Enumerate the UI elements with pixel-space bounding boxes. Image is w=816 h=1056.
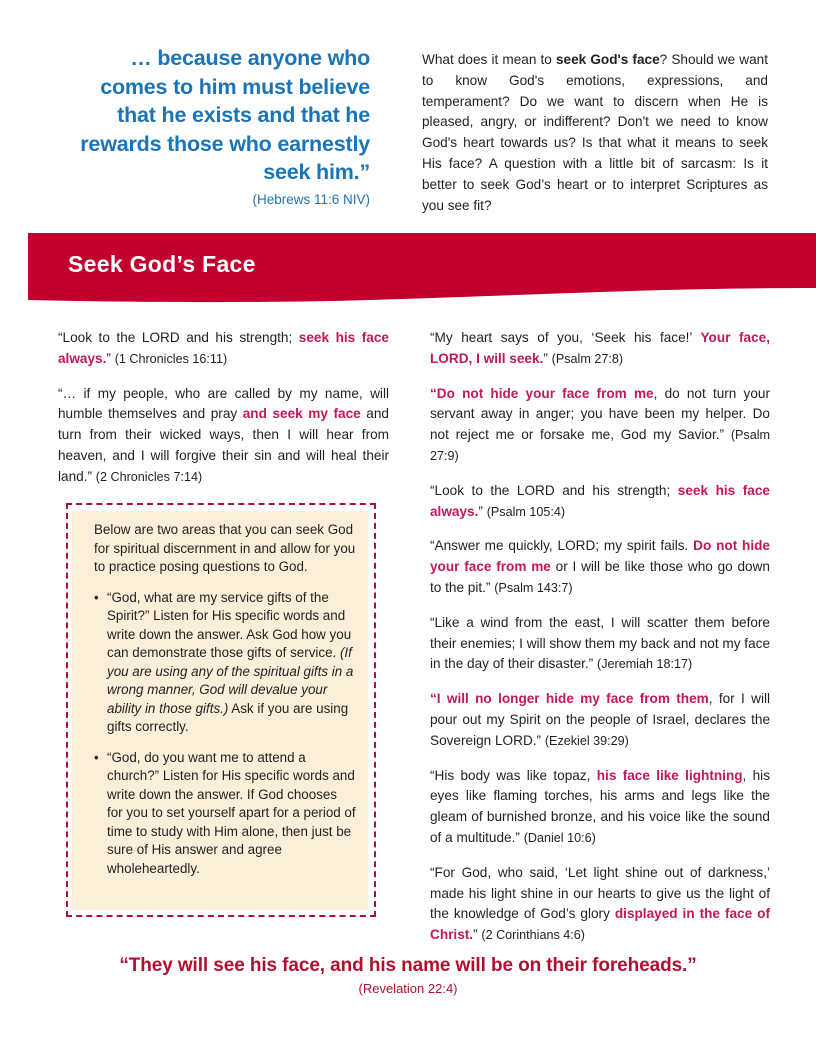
bullet-marker-icon: • xyxy=(94,749,99,765)
callout-bullet-item xyxy=(94,589,356,737)
text-run: (2 Chronicles 7:14) xyxy=(95,469,203,484)
intro-paragraph xyxy=(422,50,768,216)
verse-block xyxy=(430,766,770,849)
text-run: , for I will pour out my Spirit on the people of Israel, declares the Sovereign LORD.” xyxy=(430,691,771,748)
text-run: “Look to the LORD and his strength; xyxy=(58,330,299,345)
text-run: and seek my face xyxy=(242,406,361,422)
right-column xyxy=(430,328,770,946)
text-run: “ xyxy=(430,385,437,401)
verse-block xyxy=(430,328,770,370)
text-run: (Psalm 27:9) xyxy=(430,428,770,463)
text-run: displayed in the face of Christ. xyxy=(430,906,770,943)
verse-block xyxy=(58,328,389,370)
callout-box xyxy=(66,503,376,917)
footer-quote: “They will see his face, and his name will be on their foreheads.” xyxy=(119,955,697,976)
footer xyxy=(0,955,816,996)
hero-citation: (Hebrews 11:6 NIV) xyxy=(252,192,370,207)
verse-block xyxy=(430,481,770,523)
intro-bold-phrase: seek God's face xyxy=(555,52,660,67)
text-run: “Answer me quickly, LORD; my spirit fails. xyxy=(430,538,694,554)
intro-rest-text: ? Should we want to know God's emotions, expressions, and temperament? Do we want to discern when He is pleased, angry, or indifferent? Don't we need to know God's heart towards us? Is that what it means to seek His face? A question with a little bit of sarcasm: Is it better to seek God’s heart or to interpret Scriptures as you see fit? xyxy=(422,52,768,213)
callout-intro-text: Below are two areas that you can seek God for spiritual discernment in and allow for you to practice posing questions to God. xyxy=(94,522,356,574)
verse-block xyxy=(58,384,389,488)
left-column xyxy=(58,328,389,488)
text-run: seek his face always. xyxy=(430,482,770,519)
text-run: ” xyxy=(543,350,552,366)
text-run: , his eyes like flaming torches, his arms and legs like the gleam of burnished bronze, and his voice like the sound of a multitude.” xyxy=(430,767,771,845)
text-run: (If you are using any of the spiritual gifts in a wrong manner, God will devalue your ability in those gifts.) xyxy=(107,645,354,716)
verse-block xyxy=(430,384,770,467)
callout-bullet-item xyxy=(94,749,356,879)
text-run: Do not hide your face from me xyxy=(430,538,770,575)
text-run: ” xyxy=(473,927,482,943)
text-run: , do not turn your servant away in anger; you have been my helper. Do not reject me or forsake me, God my Savior.” xyxy=(430,385,770,443)
verse-block xyxy=(430,863,770,946)
text-run: “His body was like topaz, xyxy=(430,767,597,783)
text-run: and turn from their wicked ways, then I will hear from heaven, and I will forgive their sin and will heal their land.” xyxy=(58,406,389,484)
text-run: “For God, who said, ‘Let light shine out of darkness,’ made his light shine in our hearts to give us the light of the knowledge of God’s glory xyxy=(430,864,770,922)
intro-lead-text: What does it mean to xyxy=(422,52,556,67)
text-run: (2 Corinthians 4:6) xyxy=(481,928,585,943)
verse-block xyxy=(430,613,770,675)
callout-bullet-text xyxy=(107,589,356,737)
text-run: “I will no longer hide my face from them xyxy=(430,691,709,707)
text-run: (Jeremiah 18:17) xyxy=(597,657,693,672)
footer-citation: (Revelation 22:4) xyxy=(358,981,458,996)
text-run: Your face, LORD, I will seek. xyxy=(430,330,771,366)
text-run: “… if my people, who are called by my name, will humble themselves and pray xyxy=(58,385,389,422)
callout-body xyxy=(94,521,356,878)
section-banner xyxy=(0,225,816,315)
text-run: (Daniel 10:6) xyxy=(523,830,596,845)
text-run: or I will be like those who go down to the pit.” xyxy=(430,559,770,595)
text-run: ” xyxy=(106,350,115,366)
section-title: Seek God’s Face xyxy=(68,251,256,277)
top-section xyxy=(0,0,816,233)
text-run: “God, do you want me to attend a church?” Listen for His specific words and write down the answer. If God chooses for you to set yourself apart for a period of time to study with Him alone, then just be sure of His answer and agree wholeheartedly. xyxy=(107,749,356,876)
text-run: “God, what are my service gifts of the Spirit?” Listen for His specific words and write down the answer. Ask God how you can demonstrate those gifts of service. xyxy=(107,589,352,660)
text-run: (1 Chronicles 16:11) xyxy=(114,351,228,366)
text-run: “My heart says of you, ‘Seek his face!’ xyxy=(430,330,701,345)
verse-block xyxy=(430,689,770,751)
text-run: ” xyxy=(478,503,487,519)
text-run: “Look to the LORD and his strength; xyxy=(430,482,678,498)
text-run: (Psalm 143:7) xyxy=(494,580,573,595)
bullet-marker-icon: • xyxy=(94,589,99,605)
text-run: seek his face always. xyxy=(58,330,389,366)
verse-block xyxy=(430,536,770,598)
text-run: “Like a wind from the east, I will scatter them before their enemies; I will show them my back and not my face in the day of their disaster.” xyxy=(430,614,770,672)
text-run: Do not hide your face from me xyxy=(436,385,654,401)
hero-quote: … because anyone who comes to him must believe that he exists and that he rewards those who earnestly seek him.” xyxy=(80,46,370,185)
text-run: (Ezekiel 39:29) xyxy=(544,733,629,748)
text-run: (Psalm 27:8) xyxy=(551,351,624,366)
callout-bullet-text xyxy=(107,749,356,879)
text-run: Ask if you are using gifts correctly. xyxy=(107,700,349,734)
text-run: his face like lightning xyxy=(596,767,743,783)
text-run: (Psalm 105:4) xyxy=(486,504,566,519)
